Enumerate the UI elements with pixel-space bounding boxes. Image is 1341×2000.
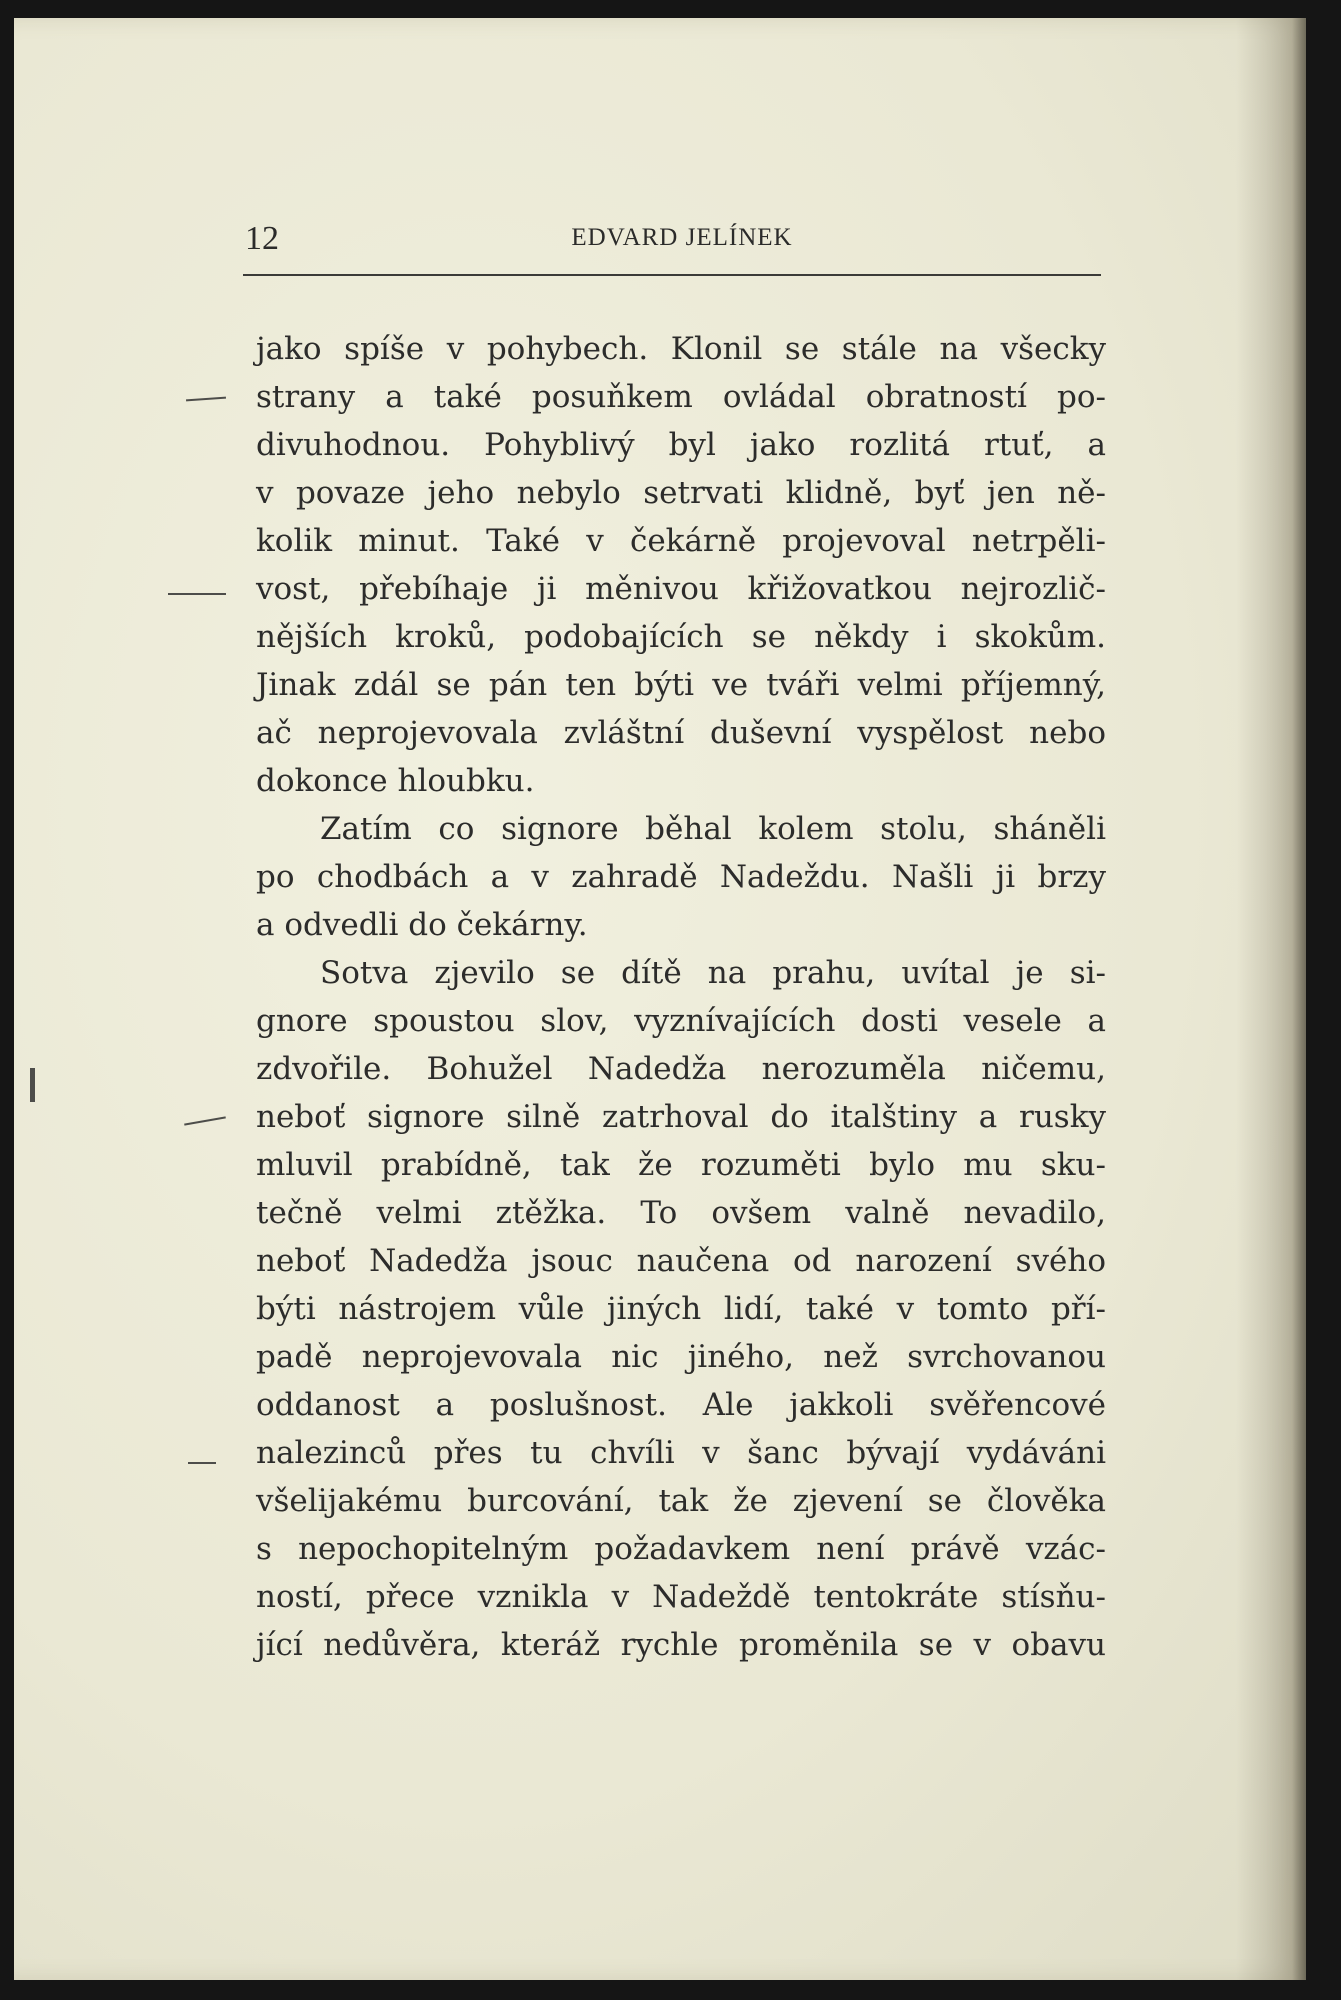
text-line: mluvil prabídně, tak že rozuměti bylo mu sku-: [256, 1147, 1106, 1183]
text-line: tečně velmi ztěžka. To ovšem valně nevadilo,: [256, 1195, 1106, 1231]
text-line: neboť signore silně zatrhoval do italštiny a rusky: [256, 1099, 1106, 1135]
text-line: jící nedůvěra, kteráž rychle proměnila se v obavu: [256, 1627, 1106, 1663]
text-line: všelijakému burcování, tak že zjevení se člověka: [256, 1483, 1106, 1519]
running-head: [243, 214, 1101, 276]
text-line: dokonce hloubku.: [256, 763, 535, 799]
text-line: Jinak zdál se pán ten býti ve tváři velmi příjemný,: [256, 667, 1106, 703]
running-head-author: EDVARD JELÍNEK: [571, 224, 793, 251]
text-line: a odvedli do čekárny.: [256, 907, 588, 943]
text-line: ností, přece vznikla v Nadeždě tentokráte stísňu-: [256, 1579, 1106, 1615]
text-line: neboť Nadedža jsouc naučena od narození svého: [256, 1243, 1106, 1279]
text-line: oddanost a poslušnost. Ale jakkoli svěřencové: [256, 1387, 1106, 1423]
page-number: 12: [245, 220, 279, 257]
body-text: [256, 325, 1106, 1669]
text-line: padě neprojevovala nic jiného, než svrchovanou: [256, 1339, 1106, 1375]
text-line: po chodbách a v zahradě Nadeždu. Našli ji brzy: [256, 859, 1106, 895]
text-line: v povaze jeho nebylo setrvati klidně, byť jen ně-: [256, 475, 1106, 511]
margin-pencil-mark: [30, 1068, 35, 1102]
text-line: vost, přebíhaje ji měnivou křižovatkou nejrozlič-: [256, 571, 1106, 607]
text-line: kolik minut. Také v čekárně projevoval netrpěli-: [256, 523, 1106, 559]
text-line: s nepochopitelným požadavkem není právě vzác-: [256, 1531, 1106, 1567]
text-line: nalezinců přes tu chvíli v šanc bývají vydáváni: [256, 1435, 1106, 1471]
text-line: Zatím co signore běhal kolem stolu, sháněli: [320, 811, 1106, 847]
text-line: jako spíše v pohybech. Klonil se stále na všecky: [256, 331, 1106, 367]
text-line: býti nástrojem vůle jiných lidí, také v tomto pří-: [256, 1291, 1106, 1327]
margin-pencil-mark: [168, 593, 226, 595]
text-line: zdvořile. Bohužel Nadedža nerozuměla ničemu,: [256, 1051, 1106, 1087]
text-line: nějších kroků, podobajících se někdy i skokům.: [256, 619, 1106, 655]
text-line: gnore spoustou slov, vyznívajících dosti vesele a: [256, 1003, 1106, 1039]
text-line: divuhodnou. Pohyblivý byl jako rozlitá rtuť, a: [256, 427, 1106, 463]
text-line: ač neprojevovala zvláštní duševní vyspělost nebo: [256, 715, 1106, 751]
spine-shadow: [1236, 18, 1306, 1980]
text-line: strany a také posuňkem ovládal obratností po-: [256, 379, 1106, 415]
margin-pencil-mark: [188, 1462, 216, 1464]
text-line: Sotva zjevilo se dítě na prahu, uvítal je si-: [320, 955, 1106, 991]
